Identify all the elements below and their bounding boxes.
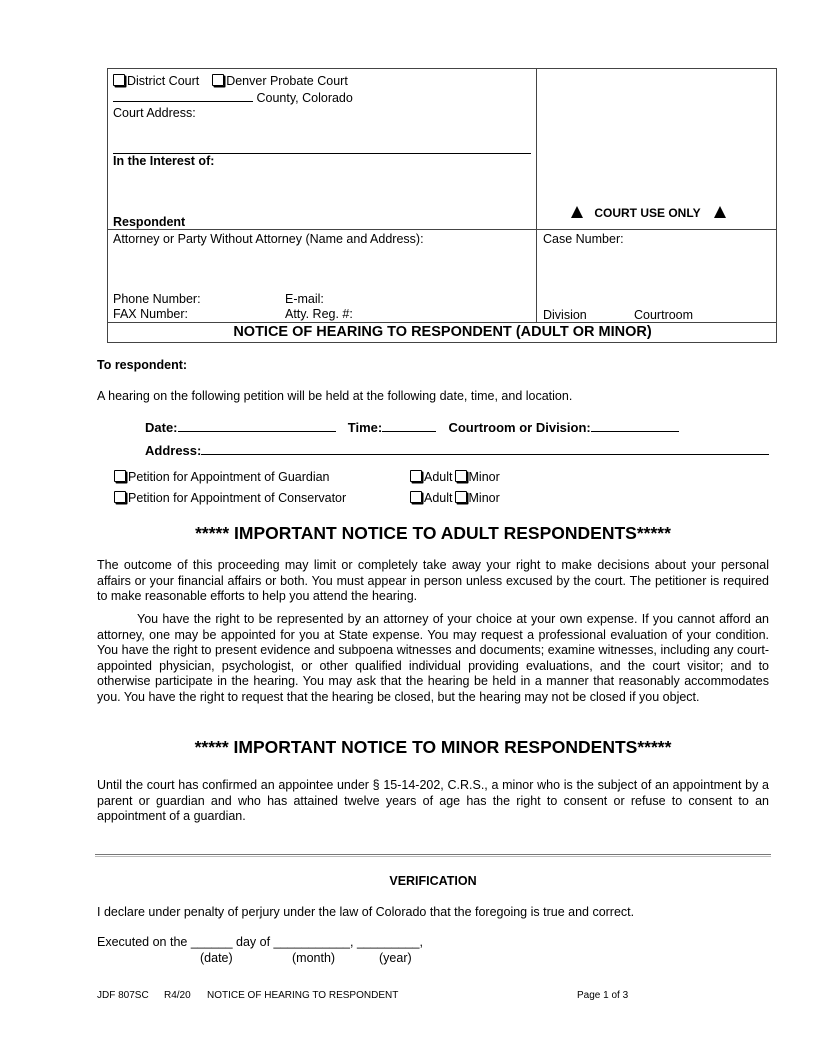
section-divider bbox=[95, 854, 771, 857]
in-interest-label: In the Interest of: bbox=[113, 154, 215, 168]
guardian-petition-label: Petition for Appointment of Guardian bbox=[128, 470, 330, 484]
case-number-cell bbox=[537, 230, 777, 323]
petition-guardian-row bbox=[114, 470, 330, 485]
up-arrow-icon bbox=[571, 206, 583, 218]
attorney-cell bbox=[108, 230, 537, 323]
verification-declaration: I declare under penalty of perjury under the law of Colorado that the foregoing is true and correct. bbox=[97, 905, 635, 919]
footer-form-name: NOTICE OF HEARING TO RESPONDENT bbox=[207, 990, 399, 1001]
attorney-label: Attorney or Party Without Attorney (Name and Address): bbox=[113, 232, 424, 246]
fax-label: FAX Number: bbox=[113, 307, 189, 321]
time-label: Time: bbox=[347, 420, 383, 435]
date-hint: (date) bbox=[200, 951, 233, 965]
footer-form-id: JDF 807SC bbox=[97, 990, 149, 1001]
county-suffix: County, Colorado bbox=[256, 91, 353, 105]
adult-notice-heading: ***** IMPORTANT NOTICE TO ADULT RESPONDENTS***** bbox=[195, 523, 671, 543]
denver-probate-checkbox[interactable] bbox=[212, 74, 224, 86]
conservator-age-row bbox=[410, 491, 500, 506]
address-row bbox=[145, 443, 769, 458]
address-field[interactable] bbox=[201, 443, 769, 455]
division-label: Division bbox=[543, 308, 587, 322]
address-label: Address: bbox=[145, 443, 202, 458]
courtroom-label: Courtroom bbox=[634, 308, 694, 322]
respondent-label: Respondent bbox=[113, 215, 186, 229]
guardian-adult-label: Adult bbox=[424, 470, 453, 484]
case-number-label: Case Number: bbox=[543, 232, 624, 246]
conservator-adult-checkbox[interactable] bbox=[410, 491, 422, 503]
conservator-adult-label: Adult bbox=[424, 491, 453, 505]
form-title: NOTICE OF HEARING TO RESPONDENT (ADULT OR MINOR) bbox=[233, 324, 652, 340]
court-info-cell bbox=[108, 69, 537, 230]
district-court-label: District Court bbox=[127, 74, 200, 88]
hearing-details-row bbox=[145, 420, 679, 435]
court-use-only bbox=[571, 206, 726, 221]
court-use-only-label: COURT USE ONLY bbox=[594, 206, 701, 220]
executed-line[interactable]: Executed on the ______ day of ___________, _________, bbox=[97, 935, 423, 949]
guardian-minor-checkbox[interactable] bbox=[455, 470, 467, 482]
atty-reg-label: Atty. Reg. #: bbox=[285, 307, 353, 321]
courtroom-division-label: Courtroom or Division: bbox=[448, 420, 591, 435]
minor-notice-para: Until the court has confirmed an appointee under § 15-14-202, C.R.S., a minor who is the subject of an appointment by a parent or guardian and who has attained twelve years of age has the right to consent or refuse to consent to an appointment of a guardian. bbox=[97, 778, 769, 824]
courtroom-division-field[interactable] bbox=[591, 420, 679, 432]
year-hint: (year) bbox=[379, 951, 412, 965]
guardian-petition-checkbox[interactable] bbox=[114, 470, 126, 482]
footer-page: Page 1 of 3 bbox=[577, 990, 629, 1001]
court-use-cell bbox=[537, 69, 777, 230]
caption-box bbox=[107, 68, 777, 343]
denver-probate-label: Denver Probate Court bbox=[226, 74, 348, 88]
district-court-checkbox[interactable] bbox=[113, 74, 125, 86]
month-hint: (month) bbox=[292, 951, 336, 965]
guardian-age-row bbox=[410, 470, 500, 485]
footer-revision: R4/20 bbox=[164, 990, 191, 1001]
minor-notice-heading: ***** IMPORTANT NOTICE TO MINOR RESPONDENTS***** bbox=[194, 737, 672, 757]
hearing-intro: A hearing on the following petition will be held at the following date, time, and location. bbox=[97, 389, 573, 403]
court-address-label: Court Address: bbox=[113, 106, 196, 120]
phone-label: Phone Number: bbox=[113, 292, 201, 306]
county-field[interactable] bbox=[113, 90, 253, 102]
county-row bbox=[113, 90, 353, 106]
date-label: Date: bbox=[145, 420, 178, 435]
conservator-minor-label: Minor bbox=[468, 491, 500, 505]
verification-title: VERIFICATION bbox=[389, 874, 477, 888]
guardian-minor-label: Minor bbox=[468, 470, 500, 484]
to-respondent-label: To respondent: bbox=[97, 358, 188, 372]
up-arrow-icon bbox=[714, 206, 726, 218]
date-field[interactable] bbox=[178, 420, 336, 432]
conservator-petition-checkbox[interactable] bbox=[114, 491, 126, 503]
court-type-row bbox=[113, 74, 348, 89]
conservator-petition-label: Petition for Appointment of Conservator bbox=[128, 491, 347, 505]
guardian-adult-checkbox[interactable] bbox=[410, 470, 422, 482]
email-label: E-mail: bbox=[285, 292, 324, 306]
adult-notice-para1: The outcome of this proceeding may limit or completely take away your right to make decisions about your personal affairs or your financial affairs or both. You must appear in person unless excused by the court. The petitioner is required to make reasonable efforts to help you attend the hearing. bbox=[97, 558, 769, 604]
conservator-minor-checkbox[interactable] bbox=[455, 491, 467, 503]
adult-notice-para2: You have the right to be represented by an attorney of your choice at your own expense. If you cannot afford an attorney, one may be appointed for you at State expense. You may request a professional evaluation of your condition. You have the right to present evidence and subpoena witnesses and documents; examine witnesses, including any court-appointed physician, psychologist, or other qualified individual providing evaluations, and the court visitor; and to otherwise participate in the hearing. You may ask that the hearing be held in a manner that reasonably accommodates you. You have the right to request that the hearing be closed, but the hearing may not be closed if you object. bbox=[97, 612, 769, 704]
time-field[interactable] bbox=[382, 420, 436, 432]
petition-conservator-row bbox=[114, 491, 346, 506]
